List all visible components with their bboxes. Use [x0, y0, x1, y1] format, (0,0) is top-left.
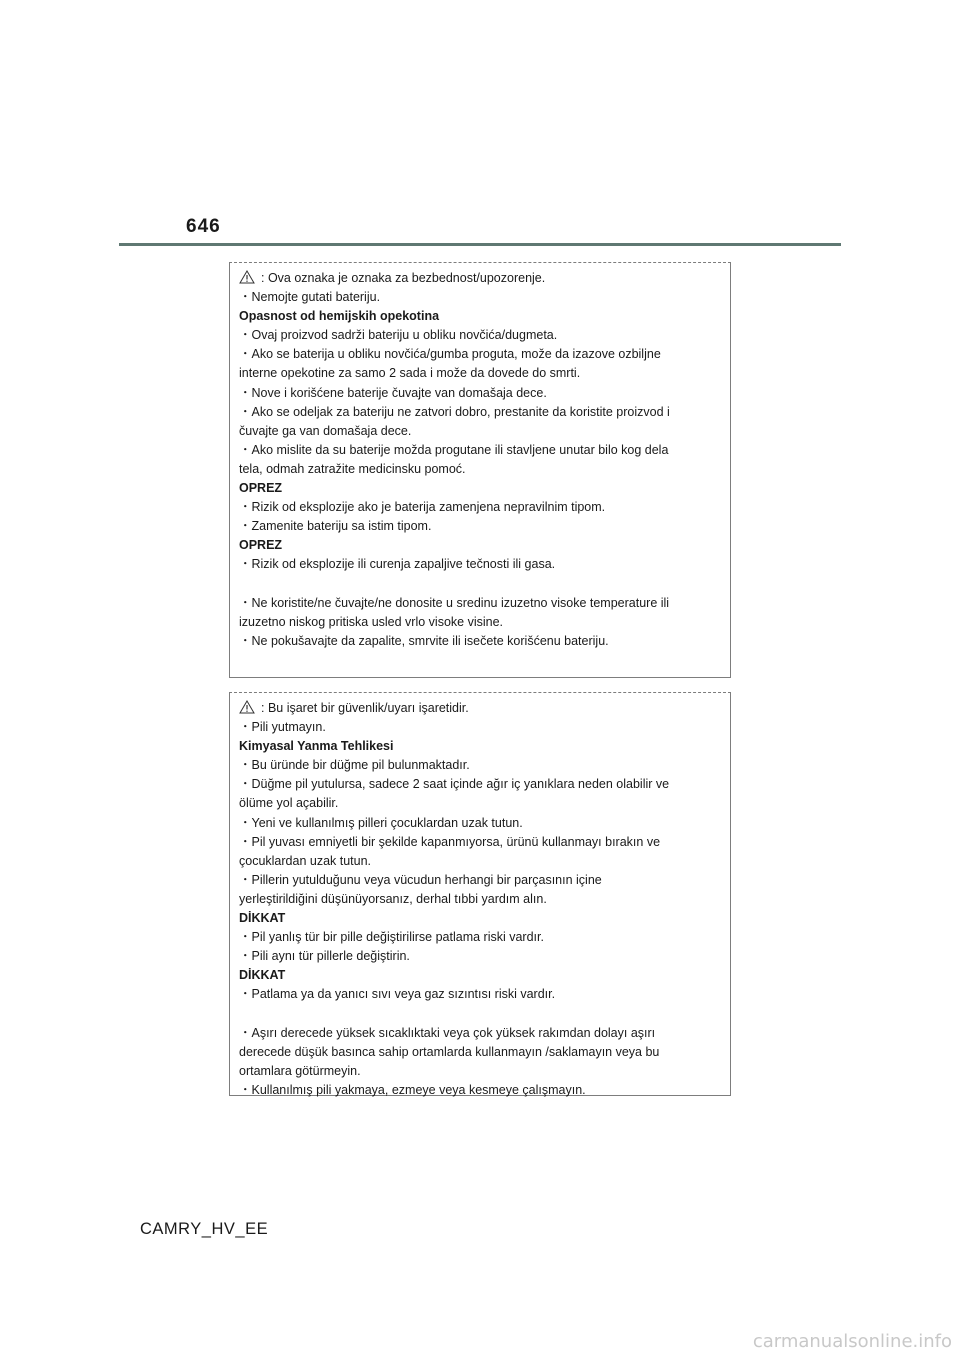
line-text: ・Rizik od eksplozije ako je baterija zamenjena nepravilnim tipom.	[239, 500, 606, 515]
line-text: ・Ako mislite da su baterije možda progutane ili stavljene unutar bilo kog dela	[239, 442, 669, 457]
line-text: ・Ne pokušavajte da zapalite, smrvite ili isečete korišćenu bateriju.	[239, 633, 609, 648]
line-text: ・Ako se odeljak za bateriju ne zatvori dobro, prestanite da koristite proizvod i	[239, 404, 670, 419]
header-rule	[119, 243, 841, 246]
line-text: çocuklardan uzak tutun.	[239, 853, 372, 868]
line-text: tela, odmah zatražite medicinsku pomoć.	[239, 461, 466, 476]
text-line	[239, 775, 722, 794]
text-line	[239, 517, 722, 536]
line-text: DİKKAT	[239, 968, 286, 983]
section-heading	[239, 536, 722, 555]
line-text: ・Patlama ya da yanıcı sıvı veya gaz sızıntısı riski vardır.	[239, 987, 556, 1002]
document-footer: CAMRY_HV_EE	[140, 1220, 269, 1238]
text-line	[239, 756, 722, 775]
line-text: ortamlara götürmeyin.	[239, 1063, 361, 1078]
text-line	[239, 326, 722, 345]
text-line	[239, 269, 722, 288]
line-text: Opasnost od hemijskih opekotina	[239, 309, 440, 324]
line-text: ・Aşırı derecede yüksek sıcaklıktaki veya çok yüksek rakımdan dolayı aşırı	[239, 1025, 656, 1040]
text-line	[239, 1081, 722, 1100]
line-text: ・Ovaj proizvod sadrži bateriju u obliku novčića/dugmeta.	[239, 328, 558, 343]
text-line	[239, 594, 722, 613]
text-line	[239, 288, 722, 307]
text-line	[239, 460, 722, 479]
text-line	[239, 794, 722, 813]
text-line	[239, 1062, 722, 1081]
warning-triangle-icon	[239, 700, 255, 714]
line-text: ・Bu üründe bir düğme pil bulunmaktadır.	[239, 758, 470, 773]
line-text: ・Pili aynı tür pillerle değiştirin.	[239, 949, 410, 964]
text-line	[239, 555, 722, 574]
text-line	[239, 699, 722, 718]
text-line	[239, 575, 722, 594]
line-text: ・Rizik od eksplozije ili curenja zapaljive tečnosti ili gasa.	[239, 557, 556, 572]
section-heading	[239, 966, 722, 985]
line-text: ölüme yol açabilir.	[239, 796, 339, 811]
section-heading	[239, 479, 722, 498]
text-line	[239, 928, 722, 947]
text-line	[239, 613, 722, 632]
text-line	[239, 814, 722, 833]
text-line	[239, 1043, 722, 1062]
line-text: ・Pili yutmayın.	[239, 720, 326, 735]
text-line	[239, 422, 722, 441]
line-text: yerleştirildiğini düşünüyorsanız, derhal tıbbi yardım alın.	[239, 891, 547, 906]
text-line	[239, 364, 722, 383]
text-line	[239, 632, 722, 651]
line-text: OPREZ	[239, 481, 283, 496]
text-line	[239, 441, 722, 460]
text-line	[239, 947, 722, 966]
line-text: ・Zamenite bateriju sa istim tipom.	[239, 519, 432, 534]
line-text: ・Yeni ve kullanılmış pilleri çocuklardan uzak tutun.	[239, 815, 523, 830]
line-text: ・Pillerin yutulduğunu veya vücudun herhangi bir parçasının içine	[239, 872, 602, 887]
section-heading	[239, 737, 722, 756]
text-line	[239, 403, 722, 422]
line-text: čuvajte ga van domašaja dece.	[239, 423, 412, 438]
line-text: ・Ako se baterija u obliku novčića/gumba proguta, može da izazove ozbiljne	[239, 347, 661, 362]
warning-box-serbian	[229, 262, 731, 678]
section-heading	[239, 909, 722, 928]
line-text: ・Pil yanlış tür bir pille değiştirilirse patlama riski vardır.	[239, 930, 544, 945]
section-heading	[239, 307, 722, 326]
line-text: ・Ne koristite/ne čuvajte/ne donosite u sredinu izuzetno visoke temperature ili	[239, 595, 670, 610]
watermark: carmanualsonline.info	[752, 1331, 952, 1352]
line-text: ・Düğme pil yutulursa, sadece 2 saat içinde ağır iç yanıklara neden olabilir ve	[239, 777, 670, 792]
line-text: derecede düşük basınca sahip ortamlarda kullanmayın /saklamayın veya bu	[239, 1044, 660, 1059]
line-text: izuzetno niskog pritiska usled vrlo visoke visine.	[239, 614, 504, 629]
text-line	[239, 345, 722, 364]
text-line	[239, 985, 722, 1004]
line-text: ・Pil yuvası emniyetli bir şekilde kapanmıyorsa, ürünü kullanmayı bırakın ve	[239, 834, 661, 849]
warning-triangle-icon	[239, 270, 255, 284]
text-line	[239, 718, 722, 737]
line-text: : Ova oznaka je oznaka za bezbednost/upozorenje.	[261, 271, 546, 285]
warning-box-turkish	[229, 692, 731, 1096]
text-line	[239, 871, 722, 890]
text-line	[239, 384, 722, 403]
line-text: interne opekotine za samo 2 sada i može da dovede do smrti.	[239, 366, 581, 381]
line-text: ・Nemojte gutati bateriju.	[239, 290, 381, 305]
text-line	[239, 833, 722, 852]
line-text: OPREZ	[239, 538, 283, 553]
line-text: ・Kullanılmış pili yakmaya, ezmeye veya kesmeye çalışmayın.	[239, 1082, 586, 1097]
text-line	[239, 890, 722, 909]
line-text: Kimyasal Yanma Tehlikesi	[239, 739, 394, 754]
text-line	[239, 852, 722, 871]
line-text: DİKKAT	[239, 911, 286, 926]
line-text: ・Nove i korišćene baterije čuvajte van domašaja dece.	[239, 385, 547, 400]
text-line	[239, 498, 722, 517]
text-line	[239, 1024, 722, 1043]
page-number: 646	[186, 216, 221, 237]
text-line	[239, 1005, 722, 1024]
line-text: : Bu işaret bir güvenlik/uyarı işaretidir.	[261, 701, 469, 715]
